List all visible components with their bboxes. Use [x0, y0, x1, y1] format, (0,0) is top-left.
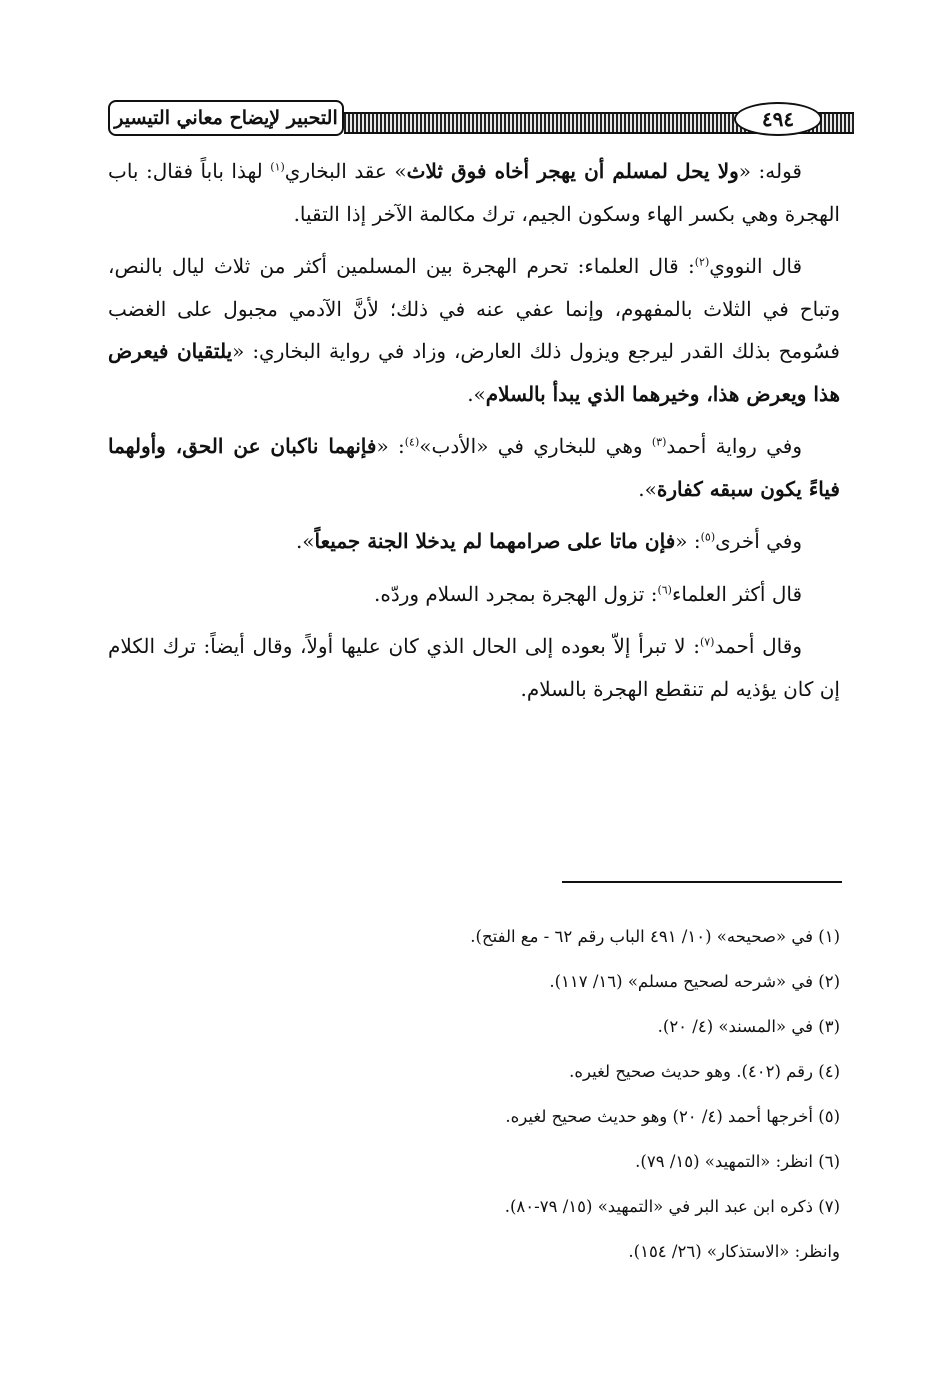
text-run: : «	[675, 529, 701, 553]
text-run: ».	[638, 476, 657, 501]
text-run: ».	[467, 381, 486, 406]
footnote-ref: (١)	[270, 160, 285, 174]
footnote-7: (٧) ذكره ابن عبد البر في «التمهيد» (١٥/ ٧٩-٨٠).	[504, 1197, 840, 1216]
hadith-quote: فإن ماتا على صرامهما لم يدخلا الجنة جميعاً	[314, 529, 676, 553]
hadith-quote: ولا يحل لمسلم أن يهجر أخاه فوق ثلاث	[406, 159, 739, 183]
text-run: : لا تبرأ إلاّ بعوده إلى الحال الذي كان عليها أولاً، وقال أيضاً: ترك الكلام إن كان يؤذيه لم تنقطع الهجرة بالسلام.	[108, 634, 840, 701]
text-run: وهي للبخاري في «الأدب»	[419, 434, 652, 458]
footnote-ref: (٢)	[694, 255, 710, 269]
footnote-separator	[562, 881, 842, 883]
text-run: » عقد البخاري	[284, 159, 407, 183]
paragraph-2	[108, 245, 840, 415]
footnote-2: (٢) في «شرحه لصحيح مسلم» (١٦/ ١١٧).	[549, 972, 840, 991]
text-run: : تزول الهجرة بمجرد السلام وردّه.	[373, 581, 658, 606]
footnote-1: (١) في «صحيحه» (١٠/ ٤٩١ الباب رقم ٦٢ - مع الفتح).	[470, 927, 840, 946]
footnote-ref: (٥)	[700, 530, 716, 544]
paragraph-5	[108, 573, 840, 616]
footnote-4: (٤) رقم (٤٠٢). وهو حديث صحيح لغيره.	[569, 1062, 840, 1081]
page-number: ٤٩٤	[734, 102, 822, 136]
paragraph-6	[108, 625, 840, 710]
text-run: وقال أحمد	[714, 634, 802, 658]
text-run: : «	[376, 434, 405, 458]
text-run: لهذا باباً فقال: باب الهجرة وهي بكسر الهاء وسكون الجيم، ترك مكالمة الآخر إذا التقيا.	[108, 159, 840, 226]
footnote-6: (٦) انظر: «التمهيد» (١٥/ ٧٩).	[635, 1152, 840, 1171]
footnote-ref: (٣)	[651, 435, 667, 449]
book-title: التحبير لإيضاح معاني التيسير	[108, 100, 344, 136]
footnote-3: (٣) في «المسند» (٤/ ٢٠).	[657, 1017, 840, 1036]
text-run: قال أكثر العلماء	[671, 581, 802, 606]
hadith-quote: يلتقيان فيعرض هذا ويعرض هذا، وخيرهما الذي يبدأ بالسلام	[108, 339, 840, 406]
footnote-5: (٥) أخرجها أحمد (٤/ ٢٠) وهو حديث صحيح لغيره.	[505, 1107, 840, 1126]
text-run: ».	[295, 529, 315, 553]
footnotes	[108, 914, 840, 1274]
text-run: وفي أخرى	[715, 529, 802, 553]
paragraph-3	[108, 425, 840, 510]
text-run: قال النووي	[709, 254, 803, 278]
footnote-ref: (٧)	[699, 635, 715, 649]
main-text	[108, 150, 840, 720]
text-run: قوله: «	[738, 159, 802, 183]
footnote-ref: (٤)	[404, 435, 420, 449]
text-run: : قال العلماء: تحرم الهجرة بين المسلمين أكثر من ثلاث ليال بالنص، وتباح في الثلاث بالمفهوم، وإنما عفي عنه في ذلك؛ لأنَّ الآدمي مجبول على الغضب فسُومح بذلك القدر ليرجع ويزول ذلك العارض، وزاد في رواية البخاري: «	[108, 254, 840, 363]
text-run: وفي رواية أحمد	[666, 434, 803, 458]
page-header	[108, 100, 840, 140]
hadith-quote: فإنهما ناكبان عن الحق، وأولهما فياءً يكون سبقه كفارة	[108, 434, 840, 501]
paragraph-4	[108, 520, 840, 563]
paragraph-1	[108, 150, 840, 235]
footnote-ref: (٦)	[657, 582, 672, 596]
footnote-7-continued: وانظر: «الاستذكار» (٢٦/ ١٥٤).	[628, 1242, 840, 1261]
